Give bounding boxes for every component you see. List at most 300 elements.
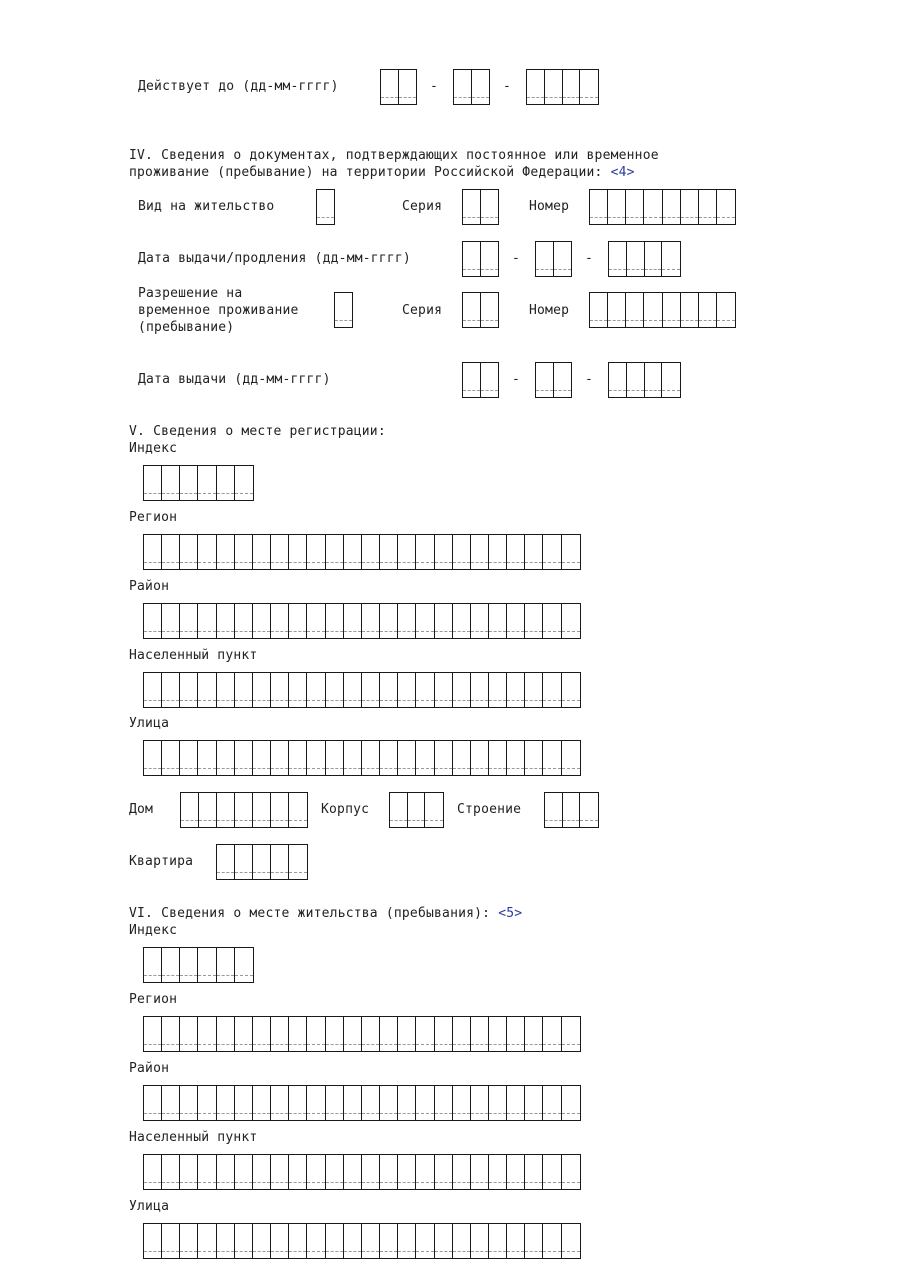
char-cell[interactable] xyxy=(253,1155,271,1189)
char-cell[interactable] xyxy=(307,535,325,569)
char-cell[interactable] xyxy=(609,363,627,397)
char-cell[interactable] xyxy=(562,535,580,569)
char-cell[interactable] xyxy=(235,1224,253,1258)
char-cell[interactable] xyxy=(699,190,717,224)
char-cell[interactable] xyxy=(562,604,580,638)
char-cell[interactable] xyxy=(217,673,235,707)
char-cell[interactable] xyxy=(489,604,507,638)
char-cell[interactable] xyxy=(562,673,580,707)
char-cell[interactable] xyxy=(562,1155,580,1189)
temp-permit-number-field[interactable] xyxy=(589,292,736,328)
char-cell[interactable] xyxy=(471,1155,489,1189)
residence-permit-label: Вид на жительство xyxy=(138,199,275,214)
registration-street-field[interactable] xyxy=(143,740,581,776)
char-cell[interactable] xyxy=(253,673,271,707)
char-cell[interactable] xyxy=(162,741,180,775)
char-cell[interactable] xyxy=(453,535,471,569)
char-cell[interactable] xyxy=(471,741,489,775)
char-cell[interactable] xyxy=(471,1086,489,1120)
char-cell[interactable] xyxy=(217,1155,235,1189)
char-cell[interactable] xyxy=(380,673,398,707)
char-cell[interactable] xyxy=(180,673,198,707)
char-cell[interactable] xyxy=(289,1224,307,1258)
char-cell[interactable] xyxy=(253,1086,271,1120)
valid-until-year-field[interactable] xyxy=(526,69,599,105)
char-cell[interactable] xyxy=(489,673,507,707)
char-cell[interactable] xyxy=(536,363,554,397)
char-cell[interactable] xyxy=(435,1224,453,1258)
char-cell[interactable] xyxy=(489,1017,507,1051)
char-cell[interactable] xyxy=(435,1155,453,1189)
char-cell[interactable] xyxy=(398,741,416,775)
char-cell[interactable] xyxy=(235,466,253,500)
char-cell[interactable] xyxy=(489,1086,507,1120)
char-cell[interactable] xyxy=(326,535,344,569)
registration-locality-field[interactable] xyxy=(143,672,581,708)
char-cell[interactable] xyxy=(344,535,362,569)
char-cell[interactable] xyxy=(543,1017,561,1051)
char-cell[interactable] xyxy=(554,242,572,276)
char-cell[interactable] xyxy=(235,673,253,707)
char-cell[interactable] xyxy=(489,1224,507,1258)
char-cell[interactable] xyxy=(307,1017,325,1051)
char-cell[interactable] xyxy=(271,1224,289,1258)
char-cell[interactable] xyxy=(416,1086,434,1120)
char-cell[interactable] xyxy=(253,1017,271,1051)
char-cell[interactable] xyxy=(344,1155,362,1189)
char-cell[interactable] xyxy=(362,1086,380,1120)
char-cell[interactable] xyxy=(435,1017,453,1051)
char-cell[interactable] xyxy=(453,1155,471,1189)
registration-region-field[interactable] xyxy=(143,534,581,570)
char-cell[interactable] xyxy=(144,1086,162,1120)
char-cell[interactable] xyxy=(344,1017,362,1051)
char-cell[interactable] xyxy=(217,466,235,500)
char-cell[interactable] xyxy=(198,741,216,775)
char-cell[interactable] xyxy=(562,741,580,775)
char-cell[interactable] xyxy=(307,1155,325,1189)
char-cell[interactable] xyxy=(543,1155,561,1189)
char-cell[interactable] xyxy=(144,1224,162,1258)
char-cell[interactable] xyxy=(507,1086,525,1120)
char-cell[interactable] xyxy=(217,948,235,982)
char-cell[interactable] xyxy=(271,604,289,638)
char-cell[interactable] xyxy=(454,70,472,104)
char-cell[interactable] xyxy=(217,793,235,827)
char-cell[interactable] xyxy=(489,741,507,775)
char-cell[interactable] xyxy=(289,845,307,879)
char-cell[interactable] xyxy=(545,793,563,827)
valid-until-day-field[interactable] xyxy=(380,69,417,105)
issue-extension-day-field[interactable] xyxy=(462,241,499,277)
char-cell[interactable] xyxy=(481,363,499,397)
char-cell[interactable] xyxy=(380,535,398,569)
char-cell[interactable] xyxy=(362,535,380,569)
char-cell[interactable] xyxy=(471,604,489,638)
char-cell[interactable] xyxy=(362,604,380,638)
footnote-5-link[interactable]: <5> xyxy=(498,906,523,921)
char-cell[interactable] xyxy=(253,1224,271,1258)
char-cell[interactable] xyxy=(199,793,217,827)
char-cell[interactable] xyxy=(525,741,543,775)
char-cell[interactable] xyxy=(162,948,180,982)
char-cell[interactable] xyxy=(362,1155,380,1189)
char-cell[interactable] xyxy=(307,673,325,707)
char-cell[interactable] xyxy=(408,793,426,827)
char-cell[interactable] xyxy=(699,293,717,327)
char-cell[interactable] xyxy=(162,1224,180,1258)
residence-index-field[interactable] xyxy=(143,947,254,983)
char-cell[interactable] xyxy=(543,673,561,707)
char-cell[interactable] xyxy=(398,1086,416,1120)
char-cell[interactable] xyxy=(471,1017,489,1051)
char-cell[interactable] xyxy=(235,741,253,775)
char-cell[interactable] xyxy=(536,242,554,276)
char-cell[interactable] xyxy=(481,293,499,327)
char-cell[interactable] xyxy=(453,604,471,638)
char-cell[interactable] xyxy=(180,1017,198,1051)
char-cell[interactable] xyxy=(717,190,735,224)
char-cell[interactable] xyxy=(627,363,645,397)
char-cell[interactable] xyxy=(390,793,408,827)
char-cell[interactable] xyxy=(543,535,561,569)
char-cell[interactable] xyxy=(453,1086,471,1120)
char-cell[interactable] xyxy=(644,293,662,327)
char-cell[interactable] xyxy=(144,604,162,638)
char-cell[interactable] xyxy=(307,741,325,775)
char-cell[interactable] xyxy=(416,741,434,775)
char-cell[interactable] xyxy=(253,604,271,638)
char-cell[interactable] xyxy=(463,242,481,276)
char-cell[interactable] xyxy=(380,741,398,775)
temp-permit-checkbox[interactable] xyxy=(334,292,353,328)
char-cell[interactable] xyxy=(435,673,453,707)
char-cell[interactable] xyxy=(435,604,453,638)
char-cell[interactable] xyxy=(144,466,162,500)
char-cell[interactable] xyxy=(663,190,681,224)
char-cell[interactable] xyxy=(527,70,545,104)
char-cell[interactable] xyxy=(362,741,380,775)
char-cell[interactable] xyxy=(472,70,490,104)
char-cell[interactable] xyxy=(271,535,289,569)
char-cell[interactable] xyxy=(416,673,434,707)
char-cell[interactable] xyxy=(344,604,362,638)
char-cell[interactable] xyxy=(525,1224,543,1258)
char-cell[interactable] xyxy=(416,604,434,638)
char-cell[interactable] xyxy=(463,363,481,397)
char-cell[interactable] xyxy=(162,535,180,569)
char-cell[interactable] xyxy=(217,845,235,879)
char-cell[interactable] xyxy=(217,604,235,638)
residence-permit-checkbox[interactable] xyxy=(316,189,335,225)
char-cell[interactable] xyxy=(507,604,525,638)
char-cell[interactable] xyxy=(380,1017,398,1051)
char-cell[interactable] xyxy=(489,535,507,569)
char-cell[interactable] xyxy=(217,1086,235,1120)
char-cell[interactable] xyxy=(181,793,199,827)
char-cell[interactable] xyxy=(180,741,198,775)
registration-apartment-field[interactable] xyxy=(216,844,308,880)
char-cell[interactable] xyxy=(271,741,289,775)
char-cell[interactable] xyxy=(590,190,608,224)
char-cell[interactable] xyxy=(398,535,416,569)
char-cell[interactable] xyxy=(362,673,380,707)
char-cell[interactable] xyxy=(398,673,416,707)
char-cell[interactable] xyxy=(289,793,307,827)
char-cell[interactable] xyxy=(398,1017,416,1051)
char-cell[interactable] xyxy=(644,190,662,224)
char-cell[interactable] xyxy=(663,293,681,327)
char-cell[interactable] xyxy=(289,1155,307,1189)
char-cell[interactable] xyxy=(398,1155,416,1189)
char-cell[interactable] xyxy=(463,190,481,224)
char-cell[interactable] xyxy=(525,604,543,638)
valid-until-month-field[interactable] xyxy=(453,69,490,105)
char-cell[interactable] xyxy=(662,242,680,276)
issue-date-year-field[interactable] xyxy=(608,362,681,398)
char-cell[interactable] xyxy=(416,1155,434,1189)
char-cell[interactable] xyxy=(271,1155,289,1189)
char-cell[interactable] xyxy=(608,190,626,224)
char-cell[interactable] xyxy=(525,673,543,707)
char-cell[interactable] xyxy=(344,1086,362,1120)
residence-permit-series-field[interactable] xyxy=(462,189,499,225)
char-cell[interactable] xyxy=(507,1155,525,1189)
char-cell[interactable] xyxy=(289,741,307,775)
registration-index-field[interactable] xyxy=(143,465,254,501)
char-cell[interactable] xyxy=(481,190,499,224)
char-cell[interactable] xyxy=(235,1086,253,1120)
char-cell[interactable] xyxy=(562,1086,580,1120)
char-cell[interactable] xyxy=(380,604,398,638)
char-cell[interactable] xyxy=(144,948,162,982)
char-cell[interactable] xyxy=(307,1224,325,1258)
char-cell[interactable] xyxy=(662,363,680,397)
char-cell[interactable] xyxy=(253,845,271,879)
char-cell[interactable] xyxy=(425,793,443,827)
residence-district-field[interactable] xyxy=(143,1085,581,1121)
char-cell[interactable] xyxy=(235,845,253,879)
char-cell[interactable] xyxy=(289,1017,307,1051)
char-cell[interactable] xyxy=(217,1017,235,1051)
residence-street-field[interactable] xyxy=(143,1223,581,1259)
residence-locality-field[interactable] xyxy=(143,1154,581,1190)
char-cell[interactable] xyxy=(271,1086,289,1120)
char-cell[interactable] xyxy=(326,1017,344,1051)
char-cell[interactable] xyxy=(489,1155,507,1189)
char-cell[interactable] xyxy=(235,1017,253,1051)
char-cell[interactable] xyxy=(235,948,253,982)
issue-extension-year-field[interactable] xyxy=(608,241,681,277)
char-cell[interactable] xyxy=(507,741,525,775)
char-cell[interactable] xyxy=(507,673,525,707)
char-cell[interactable] xyxy=(253,741,271,775)
char-cell[interactable] xyxy=(453,741,471,775)
char-cell[interactable] xyxy=(471,673,489,707)
char-cell[interactable] xyxy=(326,1224,344,1258)
char-cell[interactable] xyxy=(198,1155,216,1189)
char-cell[interactable] xyxy=(271,673,289,707)
char-cell[interactable] xyxy=(362,1224,380,1258)
temp-permit-series-field[interactable] xyxy=(462,292,499,328)
char-cell[interactable] xyxy=(326,604,344,638)
footnote-4-link[interactable]: <4> xyxy=(610,165,635,180)
char-cell[interactable] xyxy=(253,535,271,569)
char-cell[interactable] xyxy=(180,466,198,500)
char-cell[interactable] xyxy=(162,673,180,707)
issue-extension-month-field[interactable] xyxy=(535,241,572,277)
char-cell[interactable] xyxy=(271,1017,289,1051)
char-cell[interactable] xyxy=(453,673,471,707)
registration-structure-field[interactable] xyxy=(544,792,599,828)
char-cell[interactable] xyxy=(180,1224,198,1258)
residence-region-field[interactable] xyxy=(143,1016,581,1052)
char-cell[interactable] xyxy=(416,1224,434,1258)
char-cell[interactable] xyxy=(271,793,289,827)
char-cell[interactable] xyxy=(471,535,489,569)
char-cell[interactable] xyxy=(180,535,198,569)
char-cell[interactable] xyxy=(398,604,416,638)
char-cell[interactable] xyxy=(289,604,307,638)
char-cell[interactable] xyxy=(381,70,399,104)
char-cell[interactable] xyxy=(235,604,253,638)
char-cell[interactable] xyxy=(307,1086,325,1120)
char-cell[interactable] xyxy=(681,190,699,224)
char-cell[interactable] xyxy=(217,1224,235,1258)
char-cell[interactable] xyxy=(543,1224,561,1258)
char-cell[interactable] xyxy=(435,535,453,569)
char-cell[interactable] xyxy=(144,1155,162,1189)
char-cell[interactable] xyxy=(525,1086,543,1120)
char-cell[interactable] xyxy=(626,190,644,224)
char-cell[interactable] xyxy=(198,948,216,982)
char-cell[interactable] xyxy=(217,741,235,775)
char-cell[interactable] xyxy=(463,293,481,327)
char-cell[interactable] xyxy=(326,1086,344,1120)
char-cell[interactable] xyxy=(162,604,180,638)
char-cell[interactable] xyxy=(543,741,561,775)
char-cell[interactable] xyxy=(525,535,543,569)
char-cell[interactable] xyxy=(626,293,644,327)
char-cell[interactable] xyxy=(217,535,235,569)
char-cell[interactable] xyxy=(335,293,352,327)
residence-permit-number-field[interactable] xyxy=(589,189,736,225)
char-cell[interactable] xyxy=(144,673,162,707)
char-cell[interactable] xyxy=(235,793,253,827)
char-cell[interactable] xyxy=(525,1155,543,1189)
char-cell[interactable] xyxy=(380,1086,398,1120)
char-cell[interactable] xyxy=(198,604,216,638)
char-cell[interactable] xyxy=(198,1224,216,1258)
char-cell[interactable] xyxy=(162,1155,180,1189)
char-cell[interactable] xyxy=(144,1017,162,1051)
char-cell[interactable] xyxy=(507,1224,525,1258)
char-cell[interactable] xyxy=(590,293,608,327)
issue-date-day-field[interactable] xyxy=(462,362,499,398)
char-cell[interactable] xyxy=(253,793,271,827)
char-cell[interactable] xyxy=(180,1155,198,1189)
char-cell[interactable] xyxy=(326,673,344,707)
char-cell[interactable] xyxy=(563,793,581,827)
char-cell[interactable] xyxy=(289,673,307,707)
char-cell[interactable] xyxy=(543,1086,561,1120)
registration-building-field[interactable] xyxy=(389,792,444,828)
char-cell[interactable] xyxy=(380,1155,398,1189)
char-cell[interactable] xyxy=(235,535,253,569)
char-cell[interactable] xyxy=(580,793,598,827)
char-cell[interactable] xyxy=(326,741,344,775)
char-cell[interactable] xyxy=(198,1017,216,1051)
char-cell[interactable] xyxy=(362,1017,380,1051)
char-cell[interactable] xyxy=(289,1086,307,1120)
char-cell[interactable] xyxy=(398,1224,416,1258)
char-cell[interactable] xyxy=(453,1224,471,1258)
char-cell[interactable] xyxy=(545,70,563,104)
char-cell[interactable] xyxy=(326,1155,344,1189)
char-cell[interactable] xyxy=(416,535,434,569)
char-cell[interactable] xyxy=(399,70,417,104)
char-cell[interactable] xyxy=(645,363,663,397)
char-cell[interactable] xyxy=(609,242,627,276)
char-cell[interactable] xyxy=(180,1086,198,1120)
char-cell[interactable] xyxy=(507,1017,525,1051)
char-cell[interactable] xyxy=(198,466,216,500)
registration-house-field[interactable] xyxy=(180,792,308,828)
char-cell[interactable] xyxy=(481,242,499,276)
char-cell[interactable] xyxy=(543,604,561,638)
char-cell[interactable] xyxy=(271,845,289,879)
char-cell[interactable] xyxy=(307,604,325,638)
char-cell[interactable] xyxy=(198,535,216,569)
char-cell[interactable] xyxy=(235,1155,253,1189)
char-cell[interactable] xyxy=(562,1017,580,1051)
char-cell[interactable] xyxy=(580,70,598,104)
char-cell[interactable] xyxy=(317,190,334,224)
char-cell[interactable] xyxy=(162,1086,180,1120)
char-cell[interactable] xyxy=(180,604,198,638)
char-cell[interactable] xyxy=(289,535,307,569)
char-cell[interactable] xyxy=(645,242,663,276)
char-cell[interactable] xyxy=(180,948,198,982)
char-cell[interactable] xyxy=(563,70,581,104)
char-cell[interactable] xyxy=(380,1224,398,1258)
char-cell[interactable] xyxy=(717,293,735,327)
char-cell[interactable] xyxy=(554,363,572,397)
issue-date-month-field[interactable] xyxy=(535,362,572,398)
char-cell[interactable] xyxy=(608,293,626,327)
char-cell[interactable] xyxy=(507,535,525,569)
char-cell[interactable] xyxy=(435,1086,453,1120)
char-cell[interactable] xyxy=(627,242,645,276)
char-cell[interactable] xyxy=(144,741,162,775)
char-cell[interactable] xyxy=(162,466,180,500)
char-cell[interactable] xyxy=(198,1086,216,1120)
char-cell[interactable] xyxy=(162,1017,180,1051)
char-cell[interactable] xyxy=(435,741,453,775)
char-cell[interactable] xyxy=(416,1017,434,1051)
registration-district-field[interactable] xyxy=(143,603,581,639)
char-cell[interactable] xyxy=(471,1224,489,1258)
char-cell[interactable] xyxy=(453,1017,471,1051)
char-cell[interactable] xyxy=(344,1224,362,1258)
char-cell[interactable] xyxy=(681,293,699,327)
char-cell[interactable] xyxy=(525,1017,543,1051)
char-cell[interactable] xyxy=(344,673,362,707)
char-cell[interactable] xyxy=(144,535,162,569)
char-cell[interactable] xyxy=(198,673,216,707)
char-cell[interactable] xyxy=(344,741,362,775)
char-cell[interactable] xyxy=(562,1224,580,1258)
